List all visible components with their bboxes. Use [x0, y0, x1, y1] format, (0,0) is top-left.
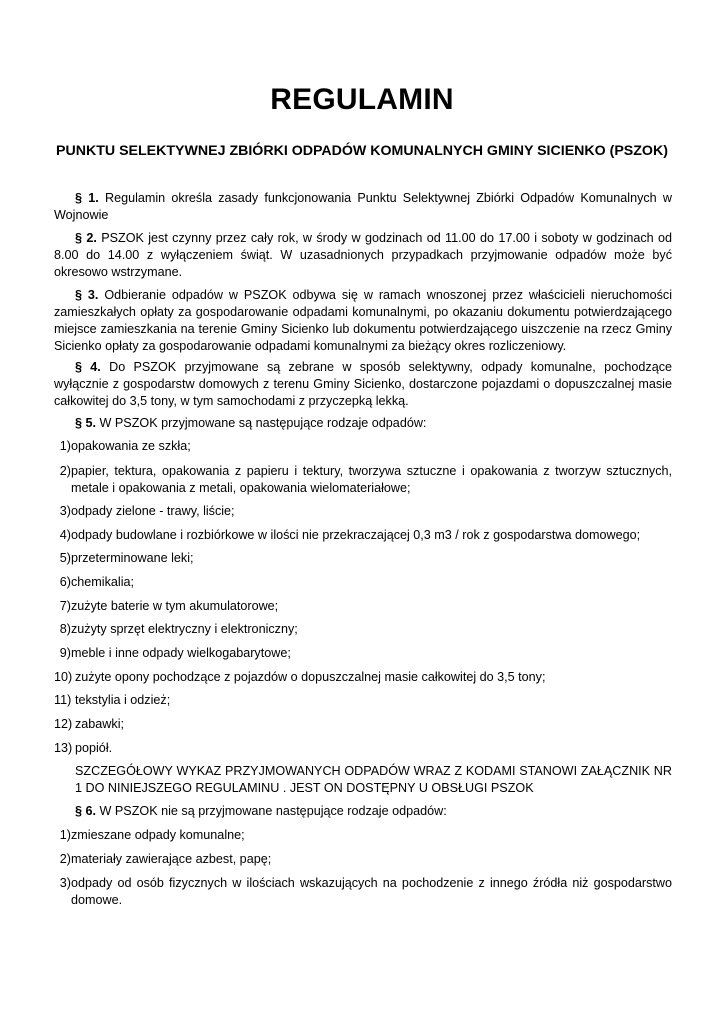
list-text: papier, tektura, opakowania z papieru i tektury, tworzywa sztuczne i opakowania z tworzyw sztucznych, metale i opakowania z metali, opakowania wielomateriałowe; [71, 464, 672, 495]
list-item [54, 692, 672, 709]
list-text: opakowania ze szkła; [71, 439, 191, 453]
list-number: 13) [54, 741, 73, 755]
list-item [54, 645, 672, 662]
list-number: 2) [59, 852, 71, 866]
document-title: REGULAMIN [270, 83, 454, 116]
list-text: zabawki; [75, 717, 124, 731]
list-number: 2) [59, 464, 71, 478]
list-number: 5) [59, 551, 71, 565]
list-item [54, 875, 672, 909]
list-number: 12) [54, 717, 73, 731]
list-text: chemikalia; [71, 575, 134, 589]
section-text: PSZOK jest czynny przez cały rok, w środy w godzinach od 11.00 do 17.00 i soboty w godzinach od 8.00 do 14.00 z wyłączeniem świąt. W uzasadnionych przypadkach przyjmowanie odpadów może być okresowo wstrzymane. [54, 231, 672, 279]
list-item [54, 438, 672, 455]
list-text: odpady zielone - trawy, liście; [71, 504, 235, 518]
section-5 [54, 415, 672, 432]
list-number: 9) [59, 646, 71, 660]
list-text: przeterminowane leki; [71, 551, 194, 565]
section-text: Odbieranie odpadów w PSZOK odbywa się w ramach wnoszonej przez właścicieli nieruchomości zamieszkałych opłaty za gospodarowanie odpadami komunalnymi, po okazaniu dokumentu potwierdzającego miejsce zamieszkania na terenie Gminy Sicienko lub dokumentu potwierdzającego uiszczenie na rzecz Gminy Sicienko opłaty za gospodarowanie odpadami komunalnymi za bieżący okres rozliczeniowy. [54, 288, 672, 353]
section-text: W PSZOK nie są przyjmowane następujące rodzaje odpadów: [99, 804, 447, 818]
list-number: 3) [59, 876, 71, 890]
annex-note: SZCZEGÓŁOWY WYKAZ PRZYJMOWANYCH ODPADÓW WRAZ Z KODAMI STANOWI ZAŁĄCZNIK NR 1 DO NINIEJSZEGO REGULAMINU . JEST ON DOSTĘPNY U OBSŁUGI PSZOK [75, 764, 672, 795]
section-2 [54, 230, 672, 281]
list-number: 6) [59, 575, 71, 589]
section-3 [54, 287, 672, 355]
list-number: 11) [54, 693, 72, 707]
list-text: popiół. [75, 741, 113, 755]
section-number: § 5. [75, 416, 97, 430]
section-text: Regulamin określa zasady funkcjonowania Punktu Selektywnej Zbiórki Odpadów Komunalnych w Wojnowie [54, 191, 673, 222]
document-subtitle: PUNKTU SELEKTYWNEJ ZBIÓRKI ODPADÓW KOMUNALNYCH GMINY SICIENKO (PSZOK) [56, 143, 668, 159]
list-number: 10) [54, 670, 73, 684]
list-text: zużyte baterie w tym akumulatorowe; [71, 599, 279, 613]
list-text: odpady budowlane i rozbiórkowe w ilości nie przekraczającej 0,3 m3 / rok z gospodarstwa domowego; [71, 528, 641, 542]
list-number: 1) [59, 439, 71, 453]
list-item [54, 827, 672, 844]
list-text: meble i inne odpady wielkogabarytowe; [71, 646, 291, 660]
list-item [54, 598, 672, 615]
section-number: § 3. [75, 288, 99, 302]
list-text: materiały zawierające azbest, papę; [71, 852, 272, 866]
list-item [54, 550, 672, 567]
list-text: zużyty sprzęt elektryczny i elektroniczny; [71, 622, 298, 636]
list-text: zmieszane odpady komunalne; [71, 828, 245, 842]
section-number: § 1. [75, 191, 99, 205]
list-text: zużyte opony pochodzące z pojazdów o dopuszczalnej masie całkowitej do 3,5 tony; [75, 670, 546, 684]
section-text: W PSZOK przyjmowane są następujące rodzaje odpadów: [99, 416, 427, 430]
list-item [54, 740, 672, 757]
list-text: odpady od osób fizycznych w ilościach wskazujących na pochodzenie z innego źródła niż gospodarstwo domowe. [71, 876, 672, 907]
list-item [54, 503, 672, 520]
list-item [54, 716, 672, 733]
section-4 [54, 359, 672, 410]
section-number: § 6. [75, 804, 97, 818]
section-6 [54, 803, 672, 820]
list-number: 1) [59, 828, 71, 842]
list-item [54, 669, 672, 686]
list-number: 8) [59, 622, 71, 636]
list-number: 4) [59, 528, 71, 542]
list-item [54, 527, 672, 544]
list-number: 3) [59, 504, 71, 518]
section-text: Do PSZOK przyjmowane są zebrane w sposób selektywny, odpady komunalne, pochodzące wyłącznie z gospodarstw domowych z terenu Gminy Sicienko, dostarczone pojazdami o dopuszczalnej masie całkowitej do 3,5 tony, w tym samochodami z przyczepką lekką. [54, 360, 673, 408]
section-1 [54, 190, 672, 224]
list-text: tekstylia i odzież; [75, 693, 171, 707]
list-number: 7) [59, 599, 71, 613]
list-item [54, 851, 672, 868]
section-number: § 4. [75, 360, 101, 374]
list-item [54, 574, 672, 591]
list-item [54, 621, 672, 638]
list-item [54, 463, 672, 497]
section-number: § 2. [75, 231, 97, 245]
